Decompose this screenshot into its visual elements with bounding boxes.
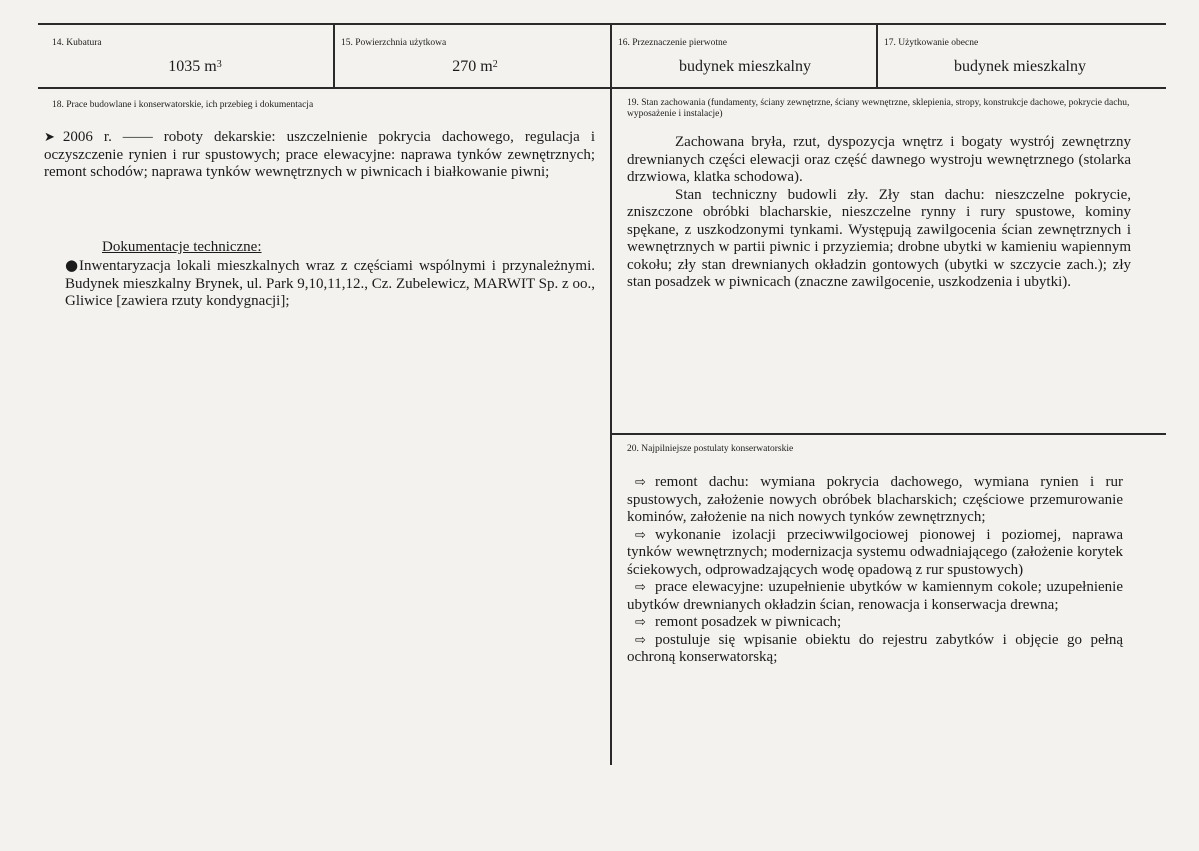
- doc-item-text: Inwentaryzacja lokali mieszkalnych wraz z częściami wspólnymi i przynależnymi. Budynek mieszkalny Brynek, ul. Park 9,10,11,12., Cz. Zubelewicz, MARWIT Sp. z oo., Gliwice [zawiera rzuty kondygnacji];: [65, 258, 595, 309]
- section20-top-rule: [611, 433, 1166, 435]
- postulate-item-5: [627, 632, 1123, 667]
- kubatura-value: [140, 58, 250, 76]
- hollow-arrow-icon: ⇨: [635, 475, 646, 490]
- arrowhead-icon: ➤: [44, 130, 55, 145]
- center-divider: [610, 23, 612, 765]
- powierzchnia-value: [420, 58, 530, 76]
- section19-body: [627, 134, 1131, 292]
- postulate-text-4: remont posadzek w piwnicach;: [655, 614, 842, 630]
- przeznaczenie-value: budynek mieszkalny: [679, 58, 811, 75]
- doc-heading-text: Dokumentacje techniczne:: [102, 239, 262, 255]
- uzytkowanie-label: 17. Użytkowanie obecne: [884, 38, 979, 48]
- postulate-item-2: [627, 527, 1123, 580]
- section19-label: 19. Stan zachowania (fundamenty, ściany zewnętrzne, ściany wewnętrzne, sklepienia, stropy, konstrukcje dachowe, pokrycie dachu, wyposażenie i instalacje): [627, 98, 1130, 119]
- postulate-text-5: postuluje się wpisanie obiektu do rejestru zabytków i objęcie go pełną ochroną konserwatorską;: [627, 631, 1123, 665]
- powierzchnia-unit-exponent: 2: [492, 59, 498, 70]
- postulate-item-1: [627, 474, 1123, 527]
- postulate-item-4: [627, 614, 1123, 632]
- section19-p1: Zachowana bryła, rzut, dyspozycja wnętrz i bogaty wystrój zewnętrzny drewnianych części elewacji oraz część dawnego wystroju wewnętrznego (stolarka drzwiowa, klatka schodowa).: [627, 134, 1131, 185]
- postulate-text-3: prace elewacyjne: uzupełnienie ubytków w kamiennym cokole; uzupełnienie ubytków drewnianych okładzin ścian, renowacja i konserwacja drewna;: [627, 579, 1123, 613]
- kubatura-number: 1035 m: [168, 58, 217, 75]
- divider-16-17: [876, 23, 878, 88]
- uzytkowanie-value: budynek mieszkalny: [954, 58, 1086, 75]
- section18-entry: [44, 129, 595, 182]
- section20-label: 20. Najpilniejsze postulaty konserwatorskie: [627, 444, 794, 454]
- section18-label: 18. Prace budowlane i konserwatorskie, ich przebieg i dokumentacja: [52, 100, 314, 110]
- kubatura-unit-exponent: 3: [216, 59, 222, 70]
- section19-p2: Stan techniczny budowli zły. Zły stan dachu: nieszczelne pokrycie, zniszczone obróbki blacharskie, nieszczelne rynny i rury spustowe, kominy spękane, z uszkodzonymi tynkami. Występują zawilgocenia ścian zewnętrznych i wewnętrznych w partii piwnic i przyziemia; drobne ubytki w kamieniu wapiennym cokołu; zły stan drewnianych okładzin gontowych (ubytki w szczycie zach.); zły stan posadzek w piwnicach (znaczne zawilgocenie, uszkodzenia i ubytki).: [627, 186, 1131, 290]
- powierzchnia-label: 15. Powierzchnia użytkowa: [341, 38, 447, 48]
- hollow-arrow-icon: ⇨: [635, 580, 646, 595]
- row1-bottom-rule: [38, 87, 1166, 89]
- bullet-icon: ●: [65, 256, 79, 274]
- section18-doc-heading: [102, 239, 402, 257]
- section18-entry-text: 2006 r. —— roboty dekarskie: uszczelnienie pokrycia dachowego, regulacja i oczyszczenie rynien i rur spustowych; prace elewacyjne: naprawa tynków zewnętrznych; remont schodów; naprawa tynków wewnętrznych w piwnicach i białkowanie piwni;: [44, 129, 595, 180]
- divider-14-15: [333, 23, 335, 88]
- postulate-item-3: [627, 579, 1123, 614]
- postulate-text-1: remont dachu: wymiana pokrycia dachowego, wymiana rynien i rur spustowych, założenie nowych obróbek blacharskich; częściowe przemurowanie kominów, założenie na nich nowych tynków zewnętrznych;: [627, 474, 1123, 525]
- przeznaczenie-label: 16. Przeznaczenie pierwotne: [618, 38, 727, 48]
- top-rule: [38, 23, 1166, 25]
- hollow-arrow-icon: ⇨: [635, 632, 646, 648]
- postulate-text-2: wykonanie izolacji przeciwwilgociowej pionowej i poziomej, naprawa tynków wewnętrznych; modernizacja systemu odwadniającego (założenie korytek ściekowych, odprowadzających wodę opadową z rur spustowych): [627, 526, 1123, 578]
- section18-doc-item: [65, 257, 595, 311]
- hollow-arrow-icon: ⇨: [635, 615, 646, 630]
- hollow-arrow-icon: ⇨: [635, 527, 646, 543]
- kubatura-label: 14. Kubatura: [52, 38, 102, 48]
- powierzchnia-number: 270 m: [452, 58, 493, 75]
- section20-body: [627, 474, 1123, 667]
